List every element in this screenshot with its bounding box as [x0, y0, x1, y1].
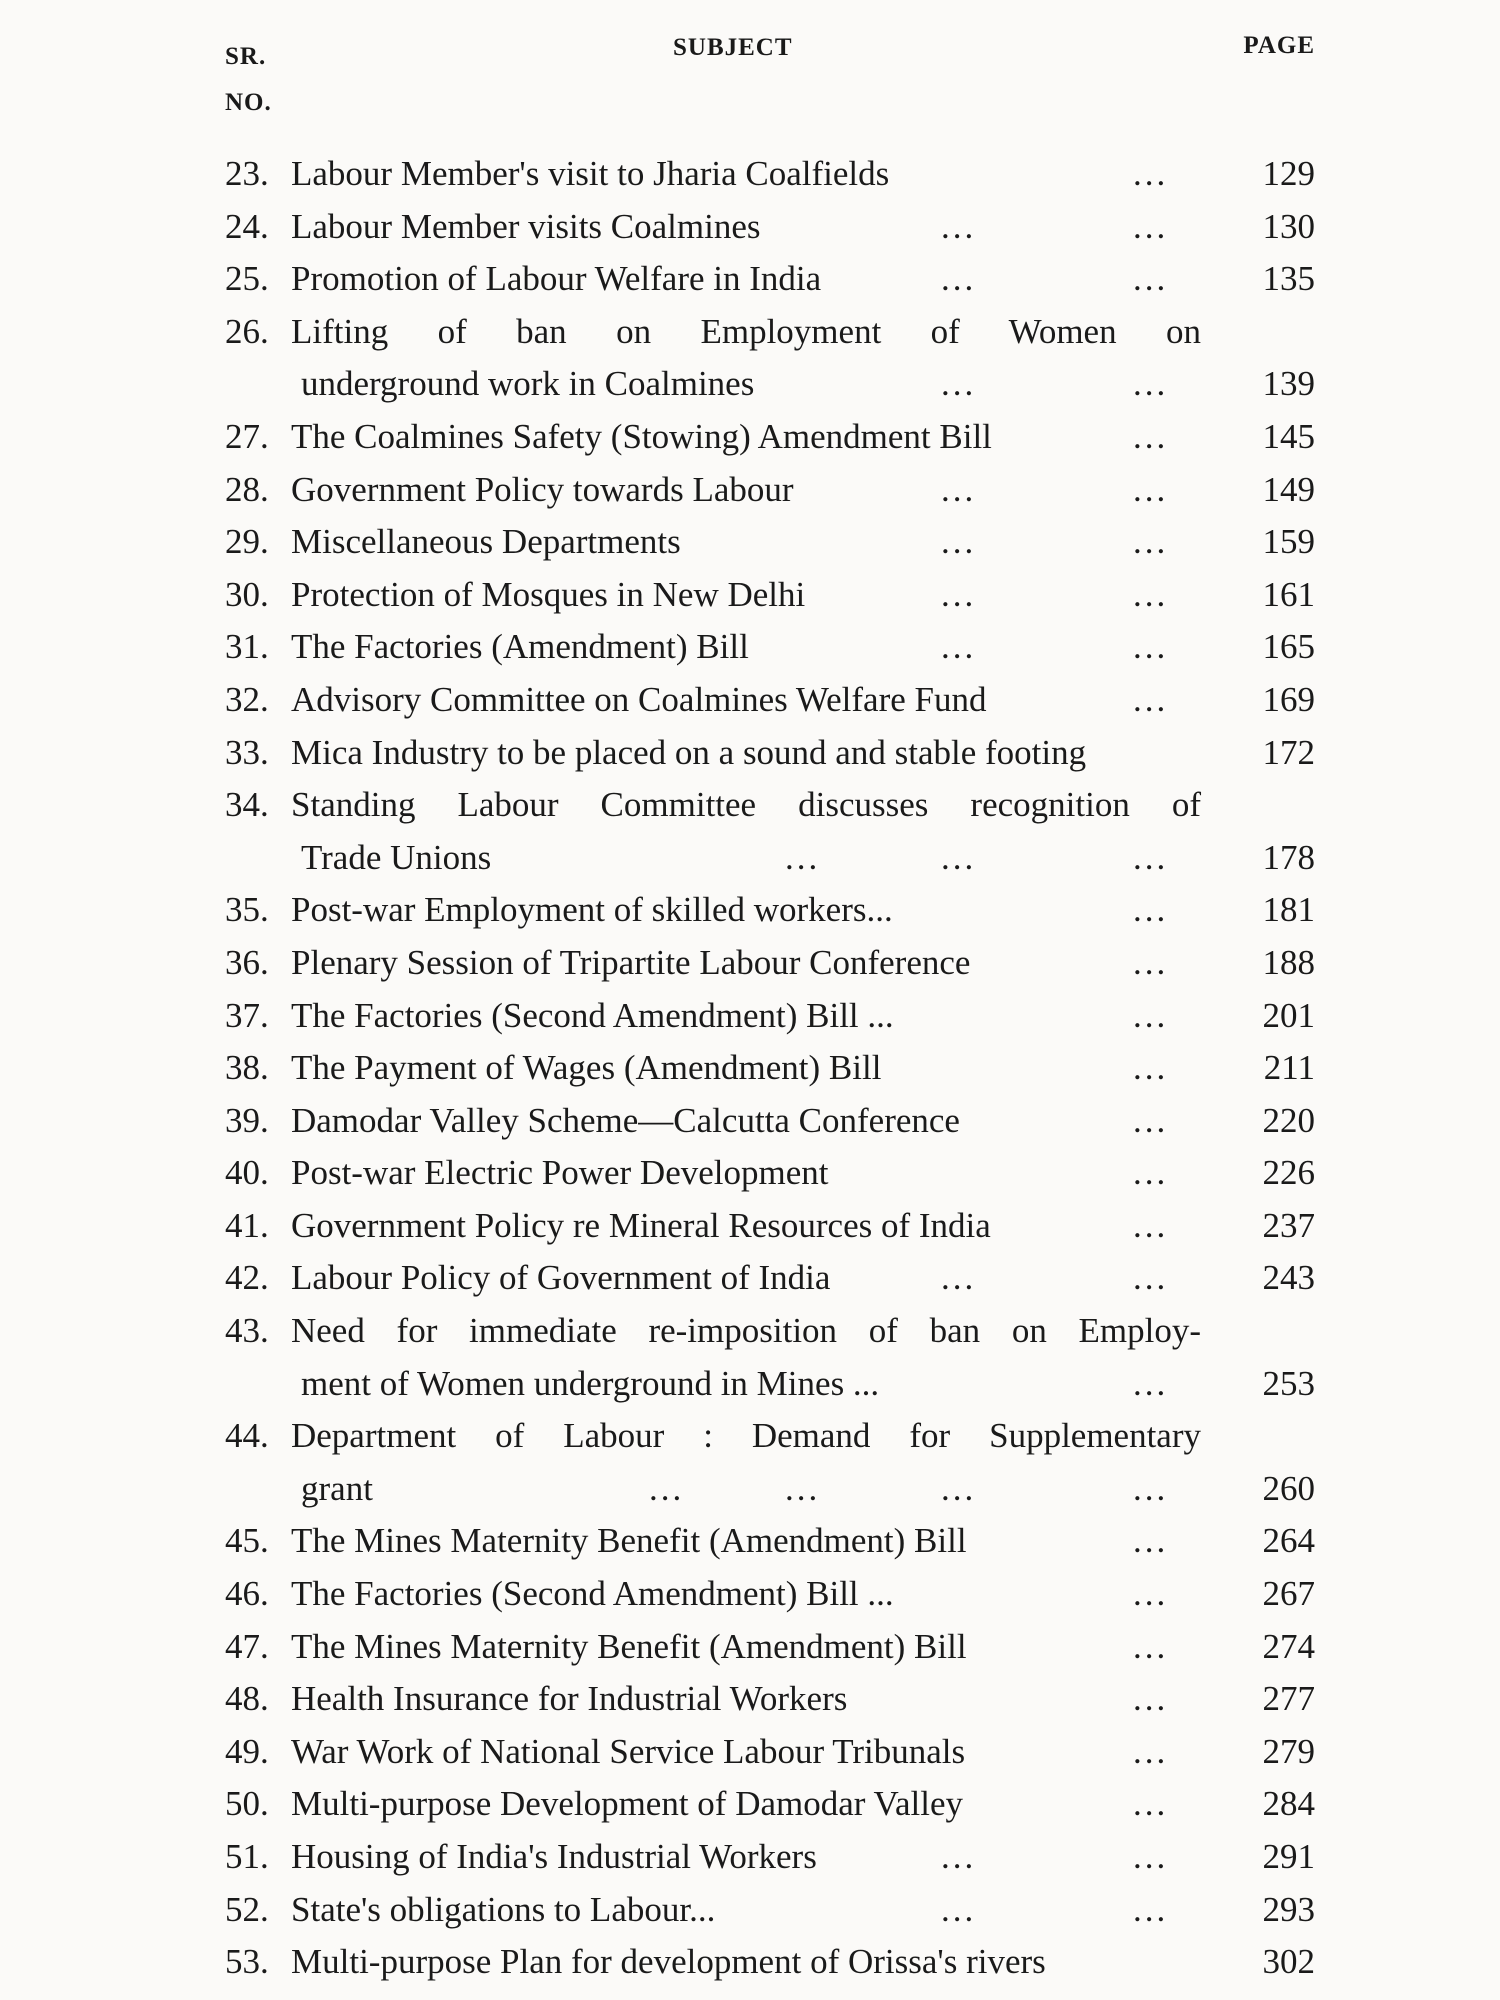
- dot-leader: ...: [1133, 574, 1169, 614]
- entry-page-number: 243: [1262, 1258, 1315, 1298]
- entry-page-number: 169: [1262, 679, 1315, 719]
- entry-title: Promotion of Labour Welfare in India: [291, 259, 822, 299]
- entry-number: 27.: [225, 416, 269, 456]
- dot-leader: ...: [1133, 942, 1169, 982]
- dot-leaders: [225, 411, 1315, 464]
- dot-leaders: [225, 201, 1315, 254]
- sr-no-heading: SR. NO.: [225, 43, 272, 116]
- dot-leader: ...: [1133, 1205, 1169, 1245]
- entry-title: Protection of Mosques in New Delhi: [291, 574, 806, 614]
- entry-title-continuation: underground work in Coalmines: [301, 364, 755, 404]
- entry-page-number: 161: [1262, 574, 1315, 614]
- dot-leader: ...: [941, 522, 977, 562]
- dot-leader: ...: [649, 1468, 685, 1508]
- contents-entry: [225, 1726, 1315, 1779]
- entry-number: 24.: [225, 206, 269, 246]
- dot-leader: ...: [941, 627, 977, 667]
- contents-entry: [225, 516, 1315, 569]
- entry-number: 46.: [225, 1574, 269, 1614]
- dot-leaders: [225, 1621, 1315, 1674]
- entry-page-number: 159: [1262, 522, 1315, 562]
- entry-page-number: 139: [1262, 364, 1315, 404]
- contents-entry: [225, 464, 1315, 517]
- page-heading: PAGE: [1243, 32, 1315, 59]
- entry-title: The Mines Maternity Benefit (Amendment) Bill: [291, 1626, 967, 1666]
- dot-leaders: [225, 516, 1315, 569]
- dot-leaders: [225, 937, 1315, 990]
- contents-entry: [225, 990, 1315, 1043]
- subject-heading: SUBJECT: [673, 34, 793, 61]
- dot-leader: ...: [1133, 1100, 1169, 1140]
- entry-page-number: 188: [1262, 942, 1315, 982]
- entry-number: 42.: [225, 1258, 269, 1298]
- dot-leader: ...: [1133, 469, 1169, 509]
- entry-page-number: 220: [1262, 1100, 1315, 1140]
- dot-leader: ...: [785, 1468, 821, 1508]
- contents-entry: [225, 621, 1315, 674]
- contents-entry: [225, 253, 1315, 306]
- contents-entry: [225, 569, 1315, 622]
- dot-leaders: [225, 1936, 1315, 1989]
- dot-leader: ...: [1133, 1521, 1169, 1561]
- entry-page-number: 129: [1262, 154, 1315, 193]
- dot-leader: ...: [941, 837, 977, 877]
- contents-entry: [225, 1042, 1315, 1095]
- entry-number: 23.: [225, 154, 269, 193]
- entry-page-number: 149: [1262, 469, 1315, 509]
- entry-number: 40.: [225, 1153, 269, 1193]
- entry-title: Housing of India's Industrial Workers: [291, 1837, 817, 1876]
- entry-page-number: 274: [1262, 1626, 1315, 1666]
- contents-entry: [225, 411, 1315, 464]
- entry-number: 26.: [225, 311, 269, 351]
- entry-title: Damodar Valley Scheme—Calcutta Conference: [291, 1100, 960, 1140]
- contents-entry: [225, 1621, 1315, 1674]
- entry-title: The Factories (Amendment) Bill: [291, 627, 749, 667]
- dot-leaders: [225, 1200, 1315, 1253]
- entry-title: State's obligations to Labour...: [291, 1889, 716, 1929]
- entry-number: 33.: [225, 732, 269, 772]
- dot-leaders: [225, 674, 1315, 727]
- contents-entry: [225, 1515, 1315, 1568]
- dot-leaders: [225, 990, 1315, 1043]
- entry-number: 25.: [225, 259, 269, 299]
- contents-entry: [225, 1673, 1315, 1726]
- dot-leader: ...: [941, 1837, 977, 1876]
- entry-number: 52.: [225, 1889, 269, 1929]
- entry-page-number: 260: [1262, 1468, 1315, 1508]
- entry-page-number: 237: [1262, 1205, 1315, 1245]
- entry-title-continuation: grant: [301, 1468, 373, 1508]
- entry-title: Need for immediate re-imposition of ban on Employ-: [291, 1311, 1201, 1351]
- entry-title: The Coalmines Safety (Stowing) Amendment Bill: [291, 416, 992, 456]
- entry-number: 31.: [225, 627, 269, 667]
- dot-leaders: [225, 1095, 1315, 1148]
- entry-title: Government Policy re Mineral Resources of India: [291, 1205, 991, 1245]
- entry-title: Standing Labour Committee discusses recognition of: [291, 785, 1201, 825]
- entry-number: 44.: [225, 1416, 269, 1456]
- entry-title: Labour Policy of Government of India: [291, 1258, 831, 1298]
- contents-entry: [225, 1410, 1315, 1515]
- contents-entry: [225, 1778, 1315, 1831]
- entry-page-number: 211: [1263, 1048, 1315, 1088]
- entry-number: 32.: [225, 679, 269, 719]
- dot-leader: ...: [1133, 995, 1169, 1035]
- dot-leader: ...: [1133, 1731, 1169, 1771]
- entry-number: 30.: [225, 574, 269, 614]
- dot-leaders: [225, 727, 1315, 780]
- dot-leaders: [225, 569, 1315, 622]
- contents-entry: [225, 1568, 1315, 1621]
- entry-number: 51.: [225, 1837, 269, 1876]
- dot-leaders: [225, 1831, 1315, 1884]
- dot-leaders: [225, 884, 1315, 937]
- contents-list: [225, 148, 1315, 1989]
- entry-number: 29.: [225, 522, 269, 562]
- contents-entry: [225, 1936, 1315, 1989]
- dot-leaders: [225, 1252, 1315, 1305]
- dot-leader: ...: [1133, 154, 1169, 193]
- dot-leaders: [225, 1515, 1315, 1568]
- entry-title: Multi-purpose Development of Damodar Valley: [291, 1784, 963, 1824]
- dot-leader: ...: [1133, 679, 1169, 719]
- contents-entry: [225, 1884, 1315, 1937]
- contents-entry: [225, 884, 1315, 937]
- dot-leader: ...: [1133, 1468, 1169, 1508]
- contents-entry: [225, 727, 1315, 780]
- entry-title: War Work of National Service Labour Tribunals: [291, 1731, 966, 1771]
- entry-number: 53.: [225, 1942, 269, 1982]
- entry-page-number: 291: [1262, 1837, 1315, 1876]
- entry-page-number: 279: [1262, 1731, 1315, 1771]
- entry-number: 38.: [225, 1048, 269, 1088]
- contents-entry: [225, 1200, 1315, 1253]
- entry-number: 50.: [225, 1784, 269, 1824]
- dot-leader: ...: [941, 1468, 977, 1508]
- contents-entry: [225, 674, 1315, 727]
- dot-leader: ...: [941, 1889, 977, 1929]
- entry-page-number: 178: [1262, 837, 1315, 877]
- dot-leader: ...: [1133, 1258, 1169, 1298]
- entry-page-number: 135: [1262, 259, 1315, 299]
- dot-leaders: [225, 1568, 1315, 1621]
- dot-leaders: [225, 1147, 1315, 1200]
- dot-leader: ...: [941, 1258, 977, 1298]
- dot-leader: ...: [1133, 1889, 1169, 1929]
- entry-title: The Factories (Second Amendment) Bill ...: [291, 1574, 894, 1614]
- contents-entry: [225, 201, 1315, 254]
- entry-number: 41.: [225, 1205, 269, 1245]
- entry-number: 49.: [225, 1731, 269, 1771]
- entry-number: 34.: [225, 785, 269, 825]
- entry-page-number: 172: [1262, 732, 1315, 772]
- contents-entry: [225, 306, 1315, 411]
- entry-page-number: 130: [1262, 206, 1315, 246]
- dot-leader: ...: [785, 837, 821, 877]
- entry-page-number: 201: [1262, 995, 1315, 1035]
- contents-entry: [225, 779, 1315, 884]
- contents-entry: [225, 1095, 1315, 1148]
- entry-title: Miscellaneous Departments: [291, 522, 681, 562]
- dot-leader: ...: [1133, 1048, 1169, 1088]
- entry-page-number: 145: [1262, 416, 1315, 456]
- dot-leader: ...: [1133, 837, 1169, 877]
- entry-number: 39.: [225, 1100, 269, 1140]
- dot-leader: ...: [1133, 627, 1169, 667]
- dot-leaders: [225, 1358, 1315, 1411]
- entry-page-number: 277: [1262, 1679, 1315, 1719]
- entry-page-number: 302: [1262, 1942, 1315, 1982]
- dot-leaders: [225, 148, 1315, 201]
- dot-leader: ...: [1133, 206, 1169, 246]
- dot-leader: ...: [1133, 364, 1169, 404]
- dot-leaders: [225, 621, 1315, 674]
- entry-title-continuation: ment of Women underground in Mines ...: [301, 1363, 880, 1403]
- entry-page-number: 181: [1262, 890, 1315, 930]
- dot-leader: ...: [941, 364, 977, 404]
- dot-leader: ...: [1133, 890, 1169, 930]
- dot-leader: ...: [941, 206, 977, 246]
- entry-page-number: 284: [1262, 1784, 1315, 1824]
- dot-leader: ...: [1133, 1784, 1169, 1824]
- contents-entry: [225, 937, 1315, 990]
- dot-leader: ...: [1133, 1363, 1169, 1403]
- entry-page-number: 253: [1262, 1363, 1315, 1403]
- dot-leader: ...: [1133, 1837, 1169, 1876]
- entry-number: 28.: [225, 469, 269, 509]
- entry-number: 35.: [225, 890, 269, 930]
- entry-title: Lifting of ban on Employment of Women on: [291, 311, 1201, 351]
- table-header: [225, 28, 1315, 116]
- entry-title: Advisory Committee on Coalmines Welfare Fund: [291, 679, 987, 719]
- entry-number: 45.: [225, 1521, 269, 1561]
- entry-title: Post-war Electric Power Development: [291, 1153, 829, 1193]
- dot-leader: ...: [1133, 416, 1169, 456]
- contents-entry: [225, 148, 1315, 201]
- dot-leaders: [225, 1778, 1315, 1831]
- entry-title: Mica Industry to be placed on a sound and stable footing: [291, 732, 1087, 772]
- dot-leader: ...: [941, 574, 977, 614]
- entry-number: 43.: [225, 1311, 269, 1351]
- entry-number: 37.: [225, 995, 269, 1035]
- dot-leaders: [225, 1884, 1315, 1937]
- entry-title: Labour Member visits Coalmines: [291, 206, 761, 246]
- entry-title: Post-war Employment of skilled workers...: [291, 890, 893, 930]
- entry-page-number: 165: [1262, 627, 1315, 667]
- dot-leader: ...: [1133, 522, 1169, 562]
- entry-title: The Factories (Second Amendment) Bill ...: [291, 995, 894, 1035]
- dot-leaders: [225, 832, 1315, 885]
- contents-entry: [225, 1305, 1315, 1410]
- dot-leader: ...: [1133, 259, 1169, 299]
- entry-title: The Mines Maternity Benefit (Amendment) Bill: [291, 1521, 967, 1561]
- entry-number: 47.: [225, 1626, 269, 1666]
- dot-leader: ...: [1133, 1153, 1169, 1193]
- entry-title: Labour Member's visit to Jharia Coalfields: [291, 154, 890, 193]
- entry-number: 36.: [225, 942, 269, 982]
- dot-leader: ...: [1133, 1574, 1169, 1614]
- entry-number: 48.: [225, 1679, 269, 1719]
- contents-page: [225, 28, 1315, 1982]
- contents-entry: [225, 1252, 1315, 1305]
- dot-leaders: [225, 358, 1315, 411]
- entry-title: Government Policy towards Labour: [291, 469, 794, 509]
- entry-title: Health Insurance for Industrial Workers: [291, 1679, 848, 1719]
- entry-title: The Payment of Wages (Amendment) Bill: [291, 1048, 882, 1088]
- dot-leaders: [225, 1463, 1315, 1516]
- entry-page-number: 226: [1262, 1153, 1315, 1193]
- entry-title: Plenary Session of Tripartite Labour Conference: [291, 942, 971, 982]
- entry-title: Department of Labour : Demand for Supplementary: [291, 1416, 1201, 1456]
- dot-leaders: [225, 1042, 1315, 1095]
- dot-leader: ...: [941, 259, 977, 299]
- entry-page-number: 293: [1262, 1889, 1315, 1929]
- entry-page-number: 267: [1262, 1574, 1315, 1614]
- contents-entry: [225, 1831, 1315, 1884]
- dot-leaders: [225, 464, 1315, 517]
- dot-leaders: [225, 253, 1315, 306]
- dot-leader: ...: [941, 469, 977, 509]
- entry-title-continuation: Trade Unions: [301, 837, 492, 877]
- entry-page-number: 264: [1262, 1521, 1315, 1561]
- dot-leaders: [225, 1726, 1315, 1779]
- contents-entry: [225, 1147, 1315, 1200]
- dot-leader: ...: [1133, 1626, 1169, 1666]
- dot-leader: ...: [1133, 1679, 1169, 1719]
- dot-leaders: [225, 1673, 1315, 1726]
- entry-title: Multi-purpose Plan for development of Orissa's rivers: [291, 1942, 1046, 1982]
